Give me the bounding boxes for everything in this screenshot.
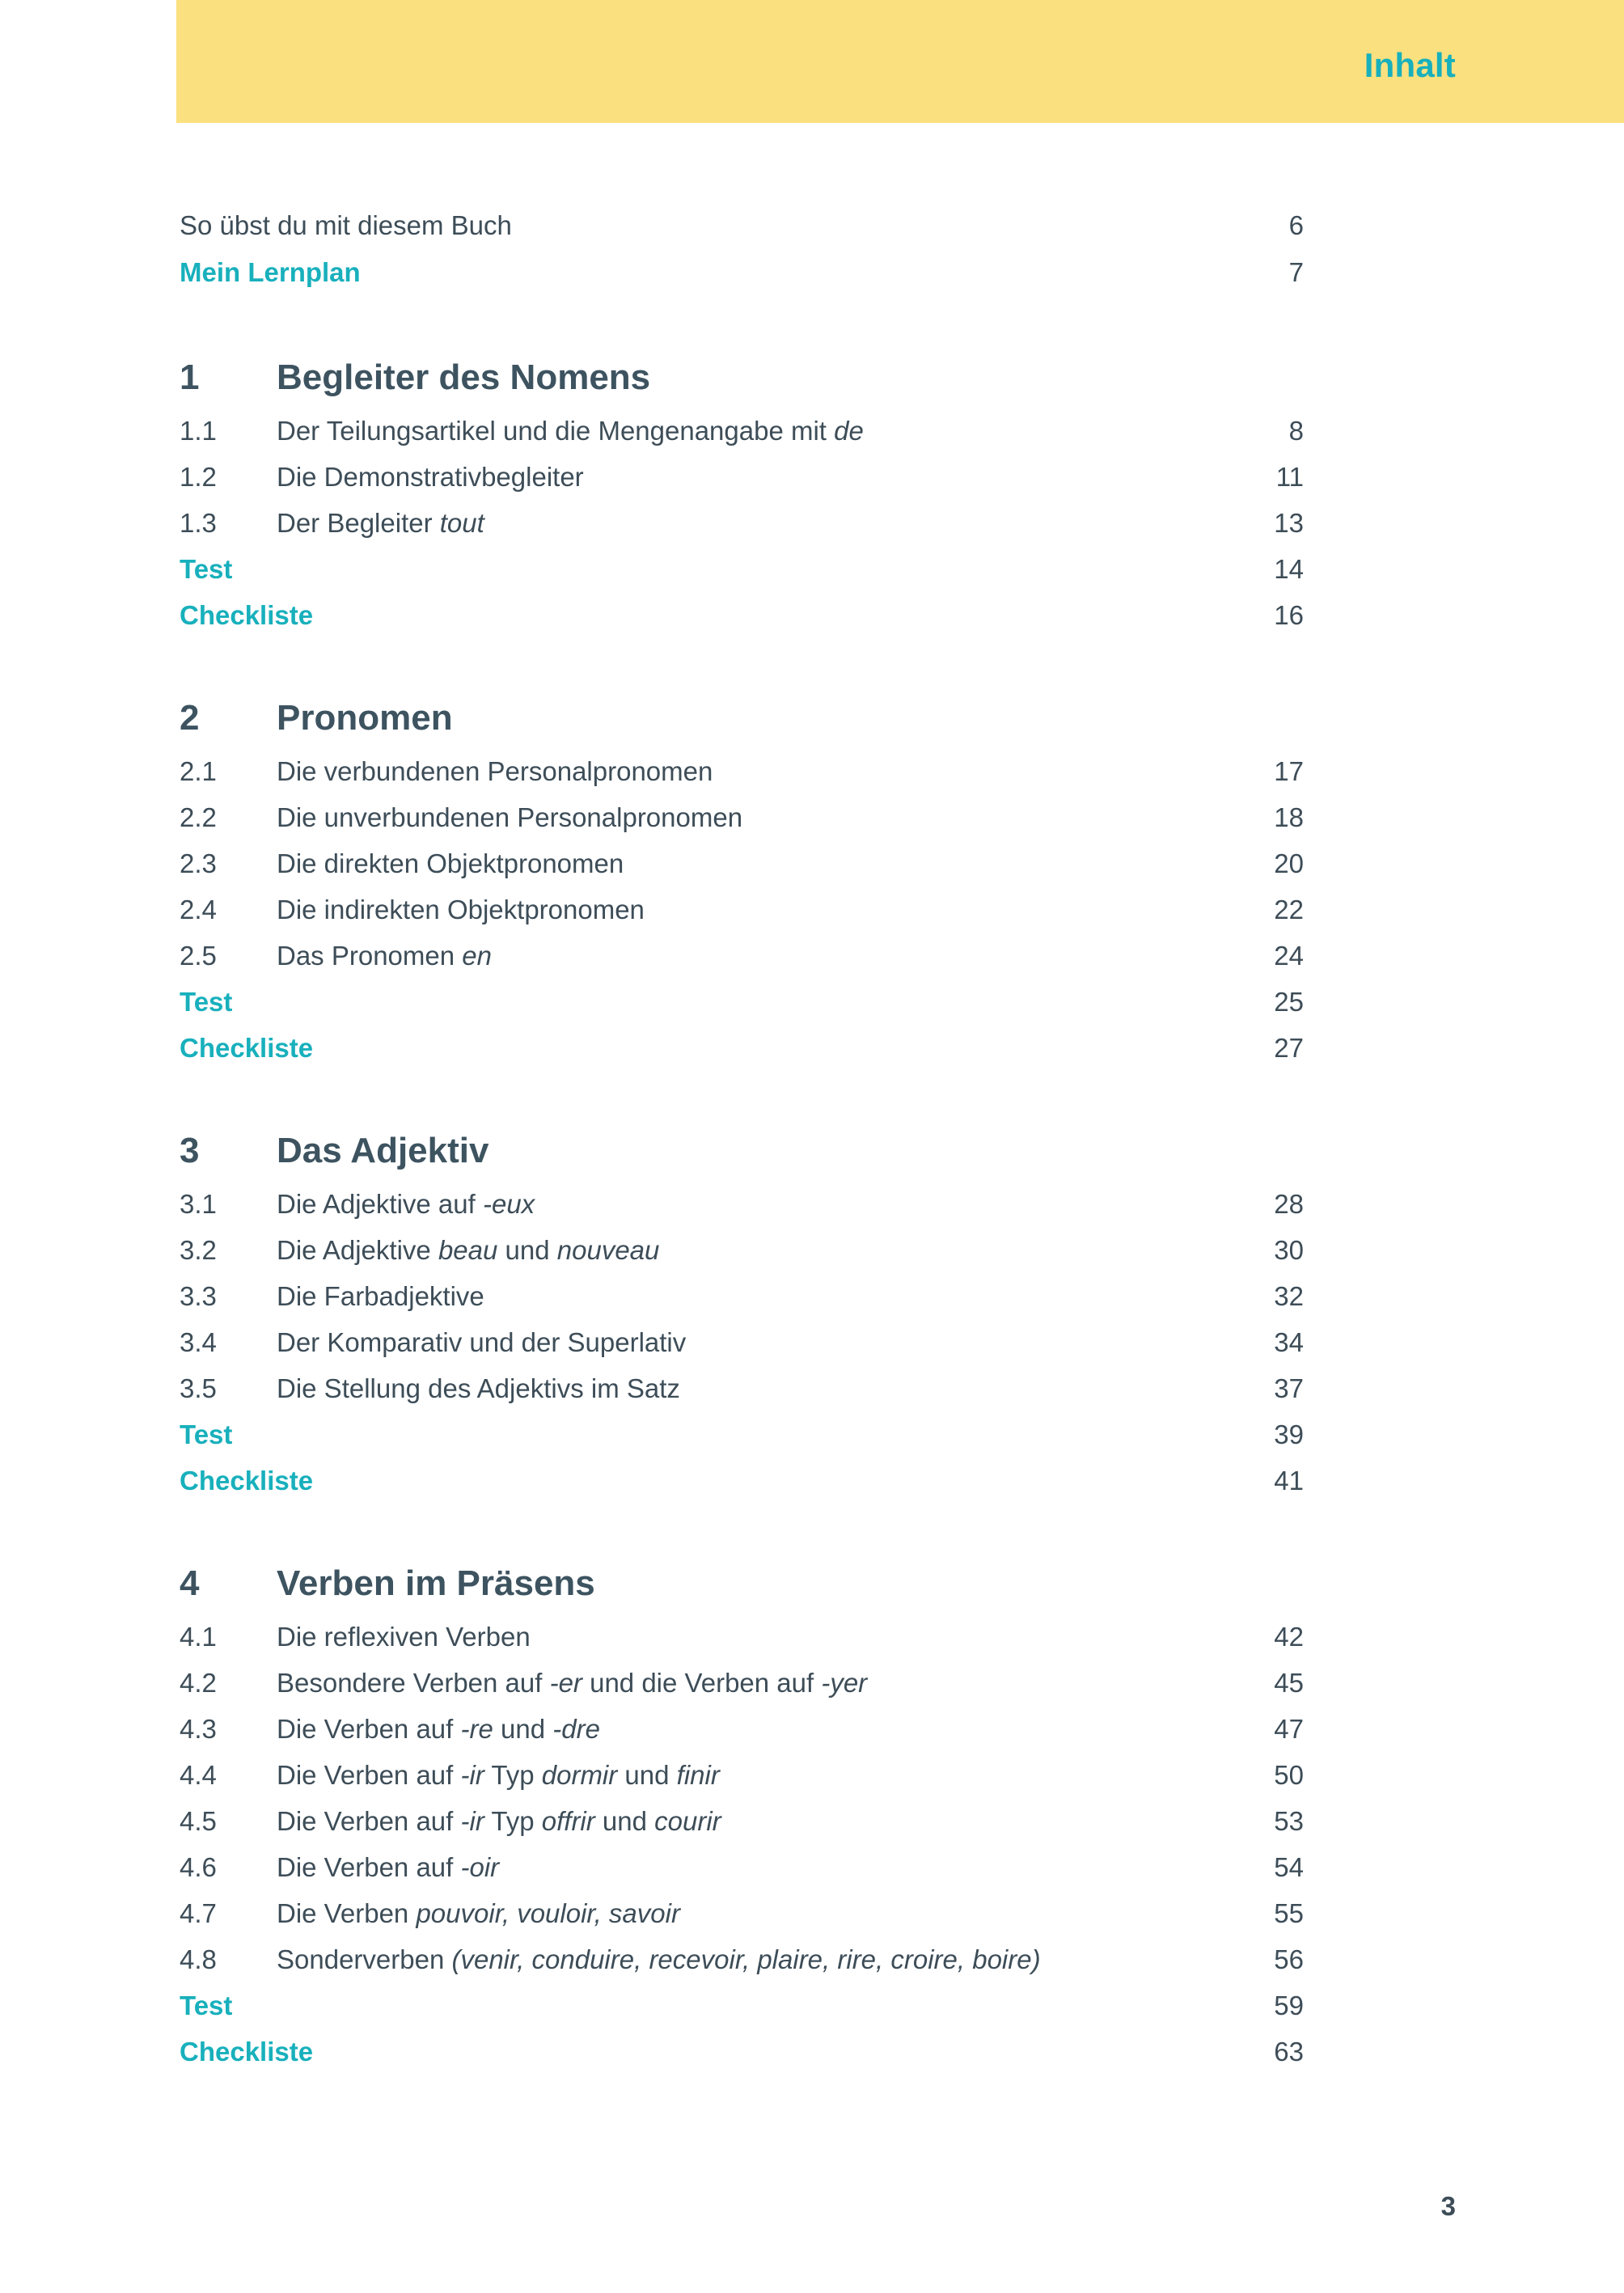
entry-page: 17: [1274, 756, 1304, 786]
header-band: [176, 0, 1624, 123]
entry-text: Die reflexiven Verben: [277, 1622, 531, 1652]
toc-entry-page: 6: [1288, 210, 1304, 240]
table-row[interactable]: [180, 1760, 1304, 1806]
entry-text: Die Demonstrativbegleiter: [277, 462, 584, 492]
table-row-checkliste[interactable]: [180, 600, 1304, 646]
table-row[interactable]: [180, 1327, 1304, 1373]
entry-number: 4.6: [180, 1852, 217, 1882]
entry-page: 63: [1274, 2037, 1304, 2067]
entry-page: 50: [1274, 1760, 1304, 1790]
table-row[interactable]: [180, 1668, 1304, 1714]
entry-text: Die Verben auf -ir Typ dormir und finir: [277, 1760, 720, 1790]
entry-page: 13: [1274, 508, 1304, 538]
entry-page: 14: [1274, 554, 1304, 584]
entry-label-checkliste: Checkliste: [180, 1033, 314, 1063]
entry-page: 45: [1274, 1668, 1304, 1698]
table-row[interactable]: [180, 1189, 1304, 1235]
chapter-title: Das Adjektiv: [277, 1131, 489, 1170]
table-row-test[interactable]: [180, 554, 1304, 600]
table-row-test[interactable]: [180, 1991, 1304, 2037]
chapter-heading[interactable]: [180, 1131, 1304, 1171]
entry-page: 56: [1274, 1944, 1304, 1974]
entry-number: 1.2: [180, 462, 217, 492]
entry-number: 4.5: [180, 1806, 217, 1836]
entry-page: 47: [1274, 1714, 1304, 1744]
entry-page: 34: [1274, 1327, 1304, 1357]
entry-text: Die Verben auf -re und -dre: [277, 1714, 600, 1744]
table-row[interactable]: [180, 1806, 1304, 1852]
entry-text: Die verbundenen Personalpronomen: [277, 756, 713, 786]
table-row[interactable]: [180, 756, 1304, 802]
entry-number: 4.4: [180, 1760, 217, 1790]
entry-label-checkliste: Checkliste: [180, 1466, 314, 1496]
entry-page: 11: [1275, 462, 1304, 492]
table-row[interactable]: [180, 1852, 1304, 1898]
entry-number: 3.5: [180, 1373, 217, 1403]
entry-text: Die indirekten Objektpronomen: [277, 895, 645, 924]
entry-page: 53: [1274, 1806, 1304, 1836]
chapter-title: Begleiter des Nomens: [277, 357, 651, 397]
page-title: Inhalt: [1364, 46, 1456, 84]
table-row[interactable]: [180, 1898, 1304, 1944]
entry-text: Die Verben auf -ir Typ offrir und courir: [277, 1806, 721, 1836]
entry-page: 22: [1274, 895, 1304, 924]
chapter-heading[interactable]: [180, 1563, 1304, 1604]
table-row[interactable]: [180, 416, 1304, 462]
entry-number: 4.2: [180, 1668, 217, 1698]
entry-text: Der Komparativ und der Superlativ: [277, 1327, 687, 1357]
table-row-checkliste[interactable]: [180, 2037, 1304, 2083]
entry-page: 32: [1274, 1281, 1304, 1311]
entry-number: 2.3: [180, 848, 217, 878]
entry-page: 55: [1274, 1898, 1304, 1928]
chapter-heading[interactable]: [180, 357, 1304, 398]
entry-page: 39: [1274, 1419, 1304, 1449]
entry-number: 2.2: [180, 802, 217, 832]
table-row[interactable]: [180, 895, 1304, 941]
entry-page: 30: [1274, 1235, 1304, 1265]
entry-number: 2.5: [180, 941, 217, 971]
entry-page: 37: [1274, 1373, 1304, 1403]
table-row-test[interactable]: [180, 1419, 1304, 1466]
entry-text: Der Begleiter tout: [277, 508, 484, 538]
entry-page: 8: [1288, 416, 1304, 446]
list-item[interactable]: [180, 259, 1304, 306]
entry-text: Die Farbadjektive: [277, 1281, 484, 1311]
table-row[interactable]: [180, 941, 1304, 987]
entry-number: 3.2: [180, 1235, 217, 1265]
entry-text: Besondere Verben auf -er und die Verben auf -yer: [277, 1668, 868, 1698]
chapter-number: 4: [180, 1563, 200, 1603]
chapter-section: [180, 357, 1304, 646]
toc-entry-label: Mein Lernplan: [180, 257, 361, 287]
table-row[interactable]: [180, 848, 1304, 895]
chapter-number: 3: [180, 1131, 200, 1170]
entry-label-test: Test: [180, 554, 233, 584]
entry-page: 20: [1274, 848, 1304, 878]
table-row[interactable]: [180, 1944, 1304, 1991]
table-row[interactable]: [180, 1235, 1304, 1281]
entry-label-test: Test: [180, 1991, 233, 2020]
footer-page-number: 3: [1440, 2191, 1456, 2221]
entry-page: 25: [1274, 987, 1304, 1017]
toc-entry-page: 7: [1288, 257, 1304, 287]
entry-text: Der Teilungsartikel und die Mengenangabe mit de: [277, 416, 864, 446]
table-row[interactable]: [180, 462, 1304, 508]
entry-text: Sonderverben (venir, conduire, recevoir, plaire, rire, croire, boire): [277, 1944, 1041, 1974]
entry-text: Die Adjektive auf -eux: [277, 1189, 535, 1219]
entry-text: Das Pronomen en: [277, 941, 492, 971]
toc-content: [180, 212, 1304, 2083]
chapter-number: 2: [180, 698, 200, 738]
entry-number: 1.3: [180, 508, 217, 538]
entry-label-checkliste: Checkliste: [180, 600, 314, 630]
entry-page: 59: [1274, 1991, 1304, 2020]
entry-number: 2.4: [180, 895, 217, 924]
entry-number: 2.1: [180, 756, 217, 786]
entry-label-test: Test: [180, 987, 233, 1017]
entry-number: 3.4: [180, 1327, 217, 1357]
entry-number: 4.7: [180, 1898, 217, 1928]
table-row-checkliste[interactable]: [180, 1466, 1304, 1512]
entry-page: 27: [1274, 1033, 1304, 1063]
chapter-title: Verben im Präsens: [277, 1563, 595, 1603]
entry-page: 54: [1274, 1852, 1304, 1882]
entry-label-checkliste: Checkliste: [180, 2037, 314, 2067]
entry-number: 4.8: [180, 1944, 217, 1974]
entry-number: 3.1: [180, 1189, 217, 1219]
entry-page: 42: [1274, 1622, 1304, 1652]
entry-number: 1.1: [180, 416, 217, 446]
entry-text: Die unverbundenen Personalpronomen: [277, 802, 743, 832]
toc-entry-label: So übst du mit diesem Buch: [180, 210, 512, 240]
entry-text: Die direkten Objektpronomen: [277, 848, 624, 878]
chapter-title: Pronomen: [277, 698, 453, 738]
entry-text: Die Verben auf -oir: [277, 1852, 500, 1882]
entry-page: 18: [1274, 802, 1304, 832]
entry-text: Die Verben pouvoir, vouloir, savoir: [277, 1898, 680, 1928]
entry-page: 24: [1274, 941, 1304, 971]
chapter-section: [180, 698, 1304, 1079]
entry-page: 16: [1274, 600, 1304, 630]
chapter-section: [180, 1563, 1304, 2083]
entry-text: Die Stellung des Adjektivs im Satz: [277, 1373, 680, 1403]
table-row[interactable]: [180, 1714, 1304, 1760]
table-row[interactable]: [180, 802, 1304, 848]
table-row-test[interactable]: [180, 987, 1304, 1033]
entry-number: 3.3: [180, 1281, 217, 1311]
table-row[interactable]: [180, 508, 1304, 554]
table-row-checkliste[interactable]: [180, 1033, 1304, 1079]
table-row[interactable]: [180, 1281, 1304, 1327]
entry-page: 28: [1274, 1189, 1304, 1219]
entry-label-test: Test: [180, 1419, 233, 1449]
front-matter-list: [180, 212, 1304, 306]
list-item[interactable]: [180, 212, 1304, 259]
table-row[interactable]: [180, 1622, 1304, 1668]
chapter-number: 1: [180, 357, 200, 397]
chapter-heading[interactable]: [180, 698, 1304, 738]
entry-number: 4.1: [180, 1622, 217, 1652]
entry-number: 4.3: [180, 1714, 217, 1744]
table-row[interactable]: [180, 1373, 1304, 1419]
entry-text: Die Adjektive beau und nouveau: [277, 1235, 660, 1265]
chapter-section: [180, 1131, 1304, 1512]
entry-page: 41: [1274, 1466, 1304, 1496]
